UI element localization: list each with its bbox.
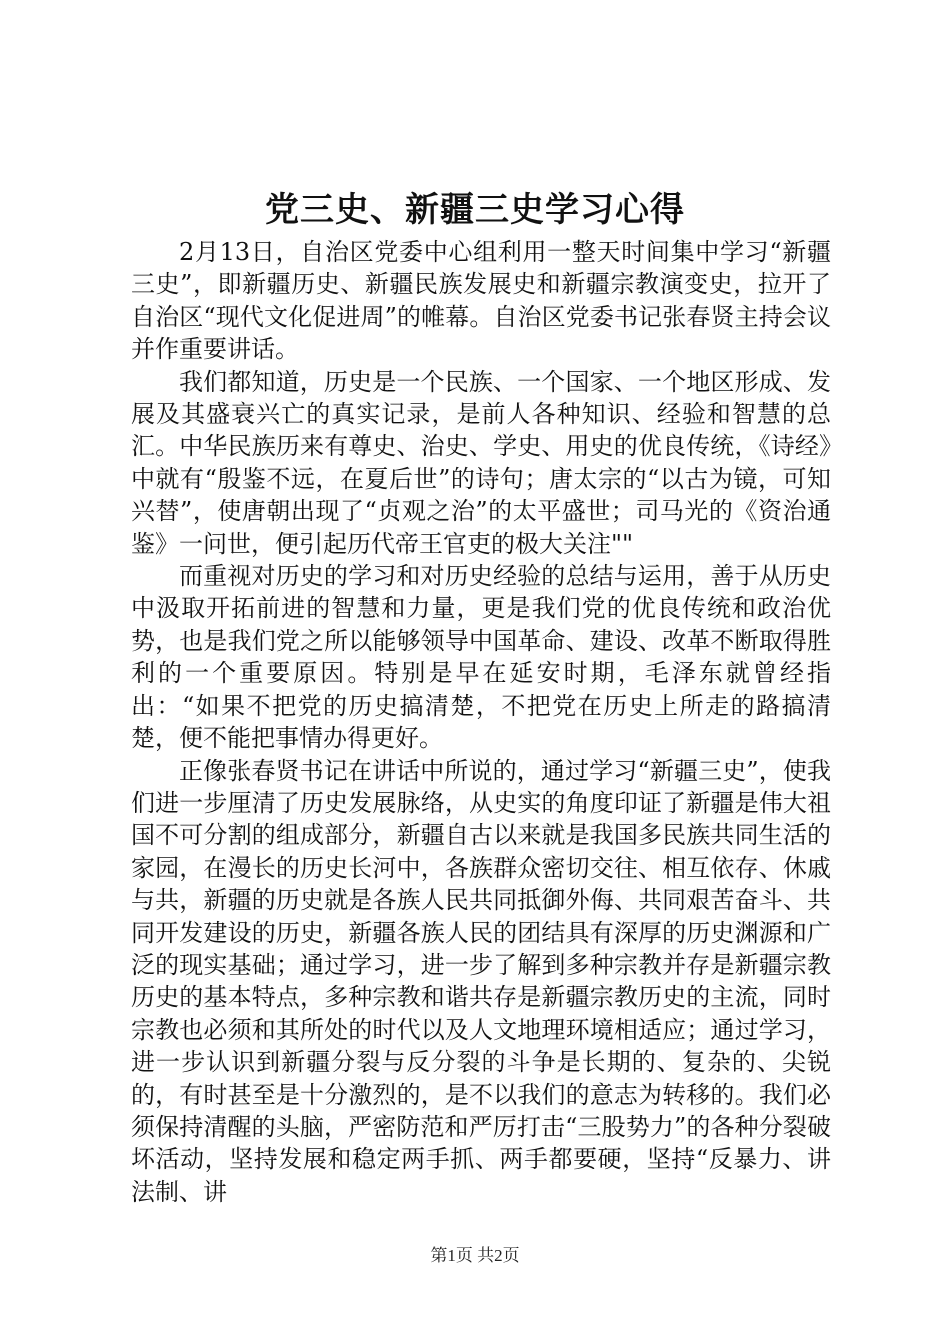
- paragraph-2: 我们都知道，历史是一个民族、一个国家、一个地区形成、发展及其盛衰兴亡的真实记录，是前人各种知识、经验和智慧的总汇。中华民族历来有尊史、治史、学史、用史的优良传统，《诗经》中就有“殷鉴不远，在夏后世”的诗句；唐太宗的“以古为镜，可知兴替”，使唐朝出现了“贞观之治”的太平盛世；司马光的《资治通鉴》一问世，便引起历代帝王官吏的极大关注"": [131, 367, 831, 558]
- paragraph-3: 而重视对历史的学习和对历史经验的总结与运用，善于从历史中汲取开拓前进的智慧和力量，更是我们党的优良传统和政治优势，也是我们党之所以能够领导中国革命、建设、改革不断取得胜利的一个重要原因。特别是早在延安时期，毛泽东就曾经指出：“如果不把党的历史搞清楚，不把党在历史上所走的路搞清楚，便不能把事情办得更好。: [131, 562, 831, 753]
- document-body: [131, 236, 831, 1208]
- page-indicator: 第1页 共2页: [430, 1246, 520, 1265]
- paragraph-4: 正像张春贤书记在讲话中所说的，通过学习“新疆三史”，使我们进一步厘清了历史发展脉络，从史实的角度印证了新疆是伟大祖国不可分割的组成部分，新疆自古以来就是我国多民族共同生活的家园，在漫长的历史长河中，各族群众密切交往、相互依存、休戚与共，新疆的历史就是各族人民共同抵御外侮、共同艰苦奋斗、共同开发建设的历史，新疆各族人民的团结具有深厚的历史渊源和广泛的现实基础；通过学习，进一步了解到多种宗教并存是新疆宗教历史的基本特点，多种宗教和谐共存是新疆宗教历史的主流，同时宗教也必须和其所处的时代以及人文地理环境相适应；通过学习，进一步认识到新疆分裂与反分裂的斗争是长期的、复杂的、尖锐的，有时甚至是十分激烈的，是不以我们的意志为转移的。我们必须保持清醒的头脑，严密防范和严厉打击“三股势力”的各种分裂破坏活动，坚持发展和稳定两手抓、两手都要硬，坚持“反暴力、讲法制、讲: [131, 756, 831, 1206]
- document-title: 党三史、新疆三史学习心得: [265, 190, 685, 230]
- paragraph-1: 2月13日，自治区党委中心组利用一整天时间集中学习“新疆三史”，即新疆历史、新疆民族发展史和新疆宗教演变史，拉开了自治区“现代文化促进周”的帷幕。自治区党委书记张春贤主持会议并作重要讲话。: [131, 238, 831, 364]
- page-footer: [0, 1244, 950, 1268]
